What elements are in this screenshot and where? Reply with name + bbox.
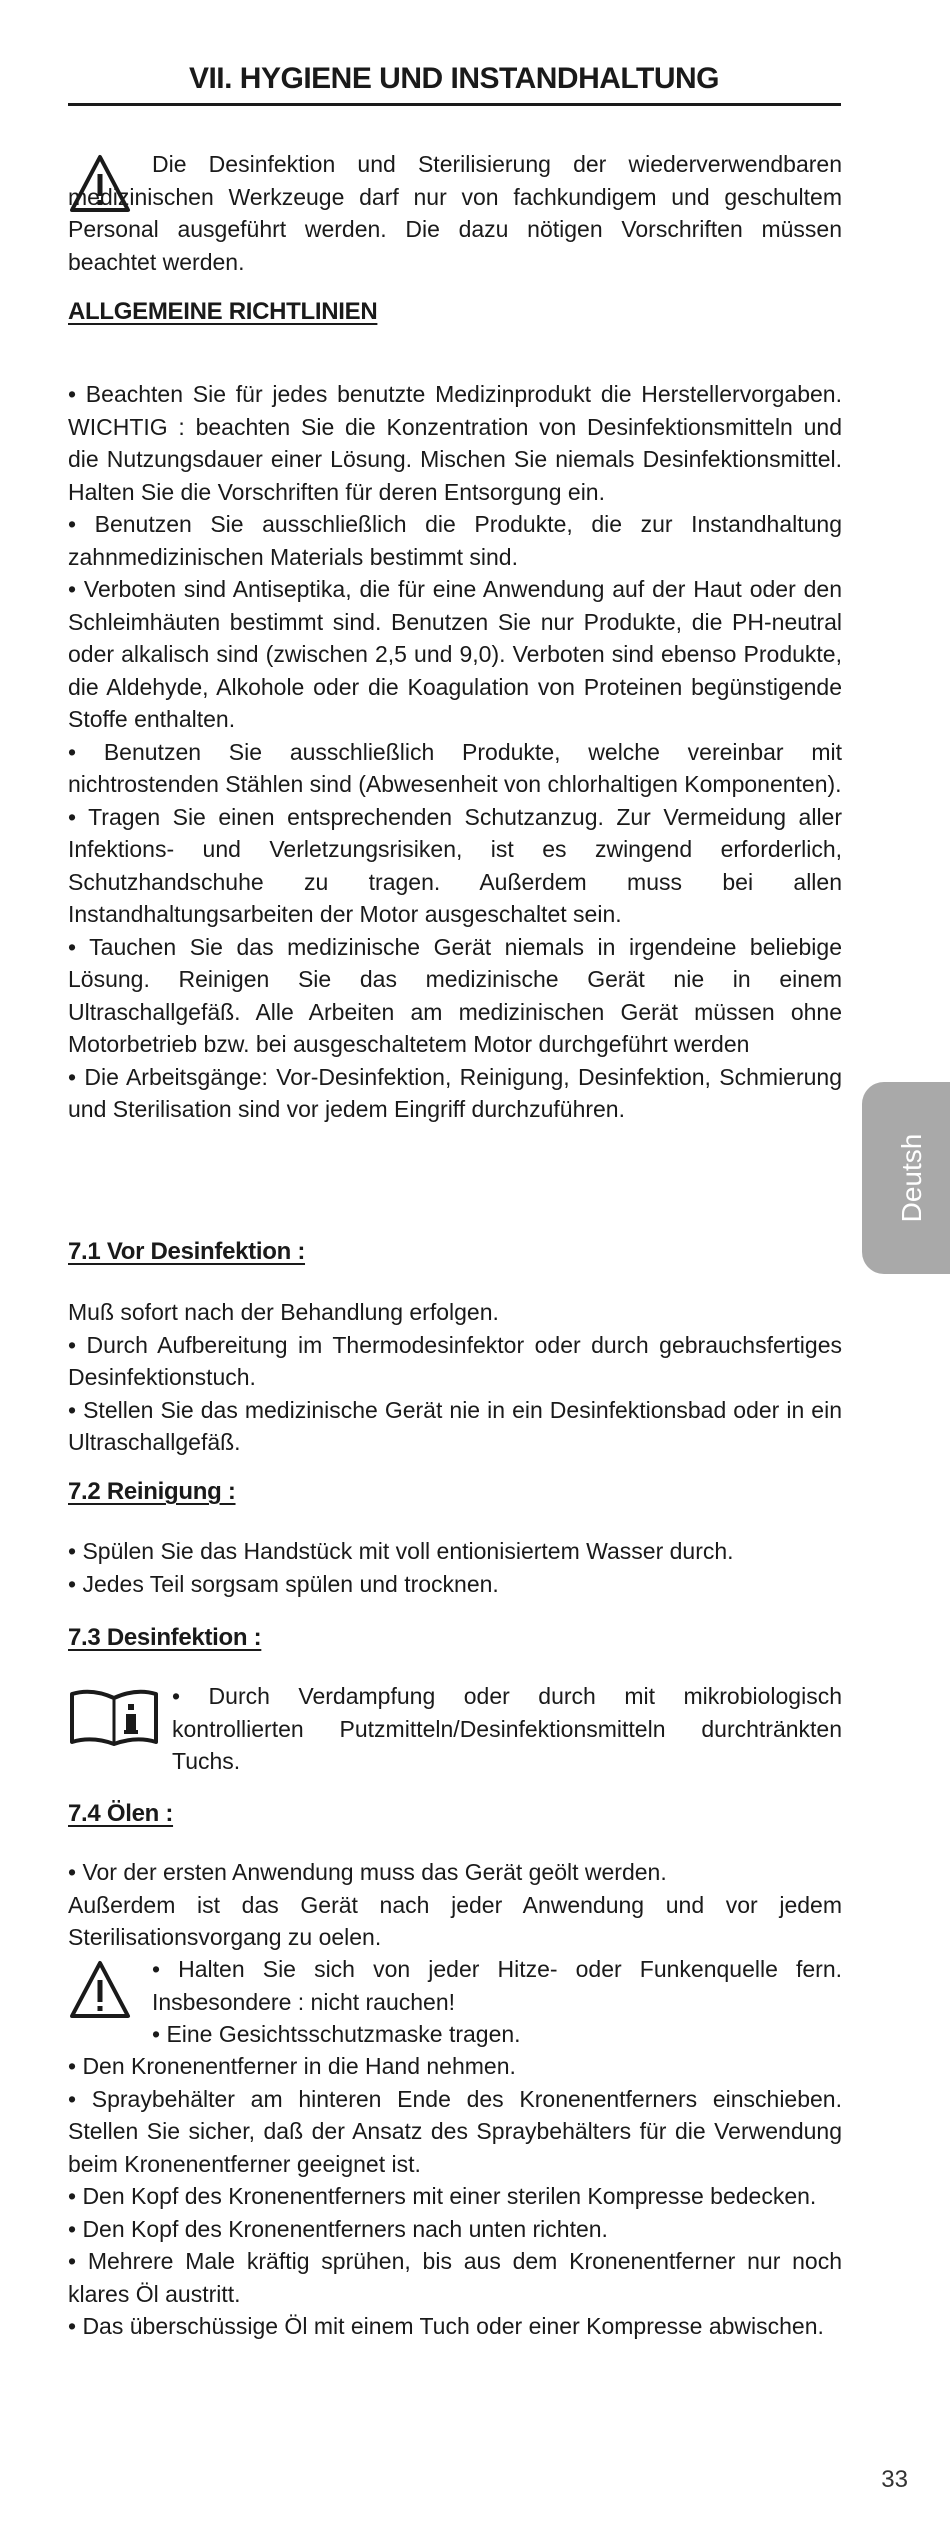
disinfection-heading: 7.3 Desinfektion : [68,1624,262,1651]
oiling-warning: • Halten Sie sich von jeder Hitze- oder Funkenquelle fern. Insbesondere : nicht rauchen! • Eine Gesichtsschutzmaske tragen. [152,1956,842,2047]
general-guidelines-list [68,378,842,1126]
list-item: • Die Arbeitsgänge: Vor-Desinfektion, Reinigung, Desinfektion, Schmierung und Sterilisation sind vor jedem Eingriff durchzuführen. [68,1063,842,1122]
list-item: • Spraybehälter am hinteren Ende des Kronenentferners einschieben. Stellen Sie sicher, daß der Ansatz des Spraybehälters für die Verwendung beim Kronenentferner geeignet ist. [68,2085,842,2177]
warning-intro-text: Die Desinfektion und Sterilisierung der wiederverwendbaren medizinischen Werkzeuge darf nur von fachkundigem und geschultem Personal ausgeführt werden. Die dazu nötigen Vorschriften müssen beachtet werden. [68,151,842,275]
list-item: • Den Kopf des Kronenentferners mit einer sterilen Kompresse bedecken. [68,2183,817,2209]
list-item: • Beachten Sie für jedes benutzte Medizinprodukt die Herstellervorgaben. WICHTIG : beachten Sie die Konzentration von Desinfektionsmitteln und die Nutzungsdauer einer Lösung. Mischen Sie niemals Desinfektionsmittel. Halten Sie die Vorschriften für deren Entsorgung ein. [68,381,842,505]
pre-disinfection-heading: 7.1 Vor Desinfektion : [68,1238,306,1265]
list-item: • Durch Aufbereitung im Thermodesinfektor oder durch gebrauchsfertiges Desinfektionstuch. [68,1331,842,1390]
list-item: • Tragen Sie einen entsprechenden Schutzanzug. Zur Vermeidung aller Infektions- und Verletzungsrisiken, ist es zwingend erforderlich, Schutzhandschuhe zu tragen. Außerdem muss bei allen Instandhaltungsarbeiten der Motor ausgeschaltet sein. [68,803,842,927]
list-item: • Stellen Sie das medizinische Gerät nie in ein Desinfektionsbad oder in ein Ultraschallgefäß. [68,1396,842,1455]
general-guidelines-heading: ALLGEMEINE RICHTLINIEN [68,298,378,325]
cleaning-heading: 7.2 Reinigung : [68,1478,236,1505]
list-item: Außerdem ist das Gerät nach jeder Anwendung und vor jedem Sterilisationsvorgang zu oelen. [68,1891,842,1950]
list-item: • Verboten sind Antiseptika, die für eine Anwendung auf der Haut oder den Schleimhäuten bestimmt sind. Benutzen Sie nur Produkte, die PH-neutral oder alkalisch sind (zwischen 2,5 und 9,0). Verboten sind ebenso Produkte, die Aldehyde, Alkohole oder die Koagulation von Proteinen begünstigende Stoffe enthalten. [68,576,842,732]
oiling-heading: 7.4 Ölen : [68,1800,174,1827]
list-item: Muß sofort nach der Behandlung erfolgen. [68,1299,499,1325]
disinfection-text: • Durch Verdampfung oder durch mit mikrobiologisch kontrollierten Putzmitteln/Desinfektionsmitteln durchtränkten Tuchs. [172,1683,842,1774]
pre-disinfection-list [68,1296,842,1459]
cleaning-list [68,1535,842,1600]
oiling-intro [68,1856,842,1954]
page-title: VII. HYGIENE UND INSTANDHALTUNG [188,62,720,95]
list-item: • Vor der ersten Anwendung muss das Gerät geölt werden. [68,1859,667,1885]
list-item: • Mehrere Male kräftig sprühen, bis aus dem Kronenentferner nur noch klares Öl austritt. [68,2248,842,2307]
oiling-steps [68,2050,842,2343]
list-item: • Benutzen Sie ausschließlich Produkte, welche vereinbar mit nichtrostenden Stählen sind (Abwesenheit von chlorhaltigen Komponenten). [68,738,842,797]
list-item: • Spülen Sie das Handstück mit voll entionisiertem Wasser durch. [68,1538,734,1564]
instruction-manual-icon [68,1686,160,1748]
list-item: • Tauchen Sie das medizinische Gerät niemals in irgendeine beliebige Lösung. Reinigen Sie das medizinische Gerät nie in einem Ultraschallgefäß. Alle Arbeiten am medizinischen Gerät müssen ohne Motorbetrieb bzw. bei ausgeschaltetem Motor durchgeführt werden [68,933,842,1057]
list-item: • Den Kronenentferner in die Hand nehmen. [68,2053,516,2079]
language-tab-label: Deutsh [896,1133,927,1223]
list-item: • Jedes Teil sorgsam spülen und trocknen. [68,1570,499,1597]
title-divider [68,103,841,106]
warning-triangle-icon [68,1958,132,2022]
page-number: 33 [881,2466,908,2493]
list-item: • Benutzen Sie ausschließlich die Produkte, die zur Instandhaltung zahnmedizinischen Materials bestimmt sind. [68,511,842,570]
language-tab[interactable] [862,1082,950,1274]
list-item: • Das überschüssige Öl mit einem Tuch oder einer Kompresse abwischen. [68,2313,824,2339]
list-item: • Den Kopf des Kronenentferners nach unten richten. [68,2215,608,2242]
